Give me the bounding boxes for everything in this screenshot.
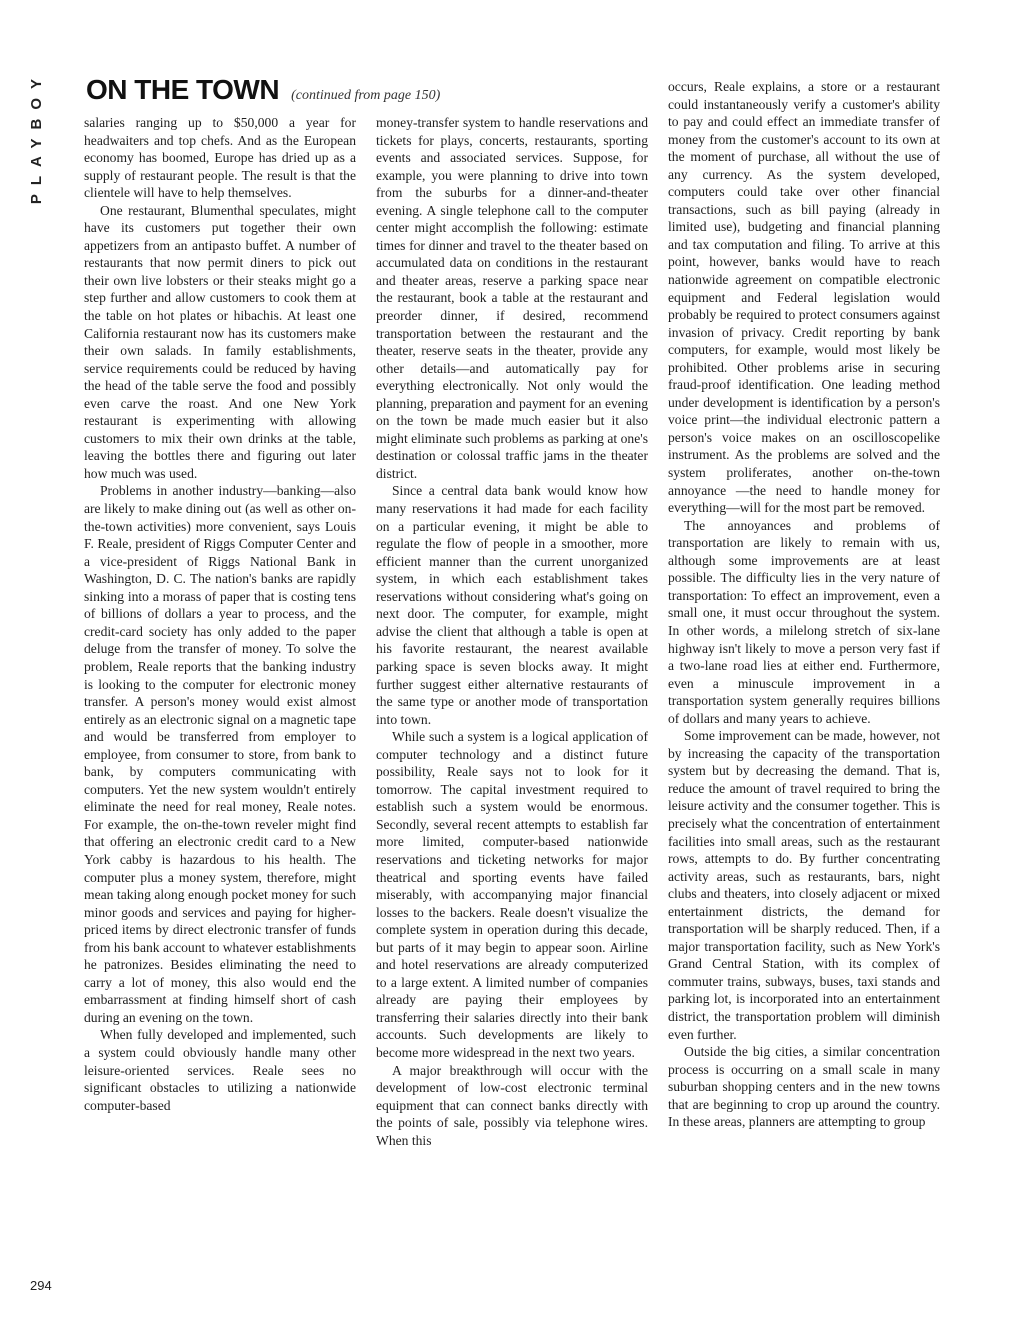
paragraph: Since a central data bank would know how many reservations it had made for each facility on a particular evening, it might be able to regulate the flow of people in a smoother, more efficient manner than the current unorganized system, in which each establishment takes reservations without considering what's going on next door. The computer, for example, might advise the client that although a table is open at his favorite restaurant, the nearest available parking space is seven blocks away. It might further suggest either alternative restaurants of the same type or another mode of transportation into town.	[376, 483, 648, 727]
paragraph: salaries ranging up to $50,000 a year for headwaiters and top chefs. And as the European economy has boomed, Europe has dried up as a supply of restaurant people. The result is that the clientele will have to help themselves.	[84, 115, 356, 201]
paragraph: One restaurant, Blumenthal speculates, might have its customers put together their own appetizers from an antipasto buffet. A number of restaurants that now permit diners to pick out their own live lobsters or their steaks might go a step further and allow customers to cook them at the table on hot plates or hibachis. At least one California restaurant now has its customers make their own salads. In family establishments, service requirements could be reduced by having the head of the table serve the food and possibly even carve the roast. And one New York restaurant is experimenting with allowing customers to mix their own drinks at the table, leaving the bottles there and figuring out later how much was used.	[84, 202, 356, 481]
paragraph: Some improvement can be made, however, not by increasing the capacity of the transportation system but by decreasing the demand. That is, reduce the amount of travel required to bring the leisure activity and the consumer together. This is precisely what the concentration of entertainment facilities into small areas, such as the restaurant rows, attempts to do. By further concentrating activity areas, such as restaurants, bars, night clubs and theaters, into closely adjacent or mixed entertainment districts, the demand for transportation will be sharply reduced. Then, if a major transportation facility, such as New York's Grand Central Station, with its complex of commuter trains, subways, buses, taxi stands and parking lot, is incorporated into an entertainment district, the transportation problem will diminish even further.	[668, 728, 940, 1042]
paragraph: occurs, Reale explains, a store or a restaurant could instantaneously verify a customer's ability to pay and could effect an immediate transfer of money from the customer's account to its own at the moment of purchase, all without the use of any currency. As the system developed, computers could take over other financial transactions, such as bill paying (already in limited use), budgeting and financial planning and tax computation and filing. To arrive at this point, however, banks would have to reach nationwide agreement on compatible electronic equipment and Federal legislation would probably be required to protect consumers against invasion of privacy. Credit reporting by bank computers, for example, would most likely be prohibited. Other problems arise in securing fraud-proof identification. One leading method under development is identification by a person's voice print—the individual electronic pattern a person's voice makes on an oscilloscopelike instrument. As the problems are solved and the system proliferates, another on-the-town annoyance —the need to handle money for everything—will for the most part be removed.	[668, 79, 940, 516]
paragraph: The annoyances and problems of transportation are likely to remain with us, although some improvements are at least possible. The difficulty lies in the very nature of transportation: To effect an improvement, even a small one, it must occur throughout the system. In other words, a milelong stretch of six-lane highway isn't likely to move a person very fast if a two-lane road lies at either end. Furthermore, even a minuscule improvement in a transportation system generally requires billions of dollars and many years to achieve.	[668, 517, 940, 726]
paragraph: When fully developed and implemented, such a system could obviously handle many other leisure-oriented services. Reale sees no significant obstacles to utilizing a nationwide computer-based	[84, 1027, 356, 1113]
article-title: ON THE TOWN	[86, 74, 280, 105]
magazine-name-vertical	[26, 70, 48, 250]
paragraph: A major breakthrough will occur with the development of low-cost electronic terminal equipment that can connect banks directly with the points of sale, possibly via telephone wires. When this	[376, 1062, 648, 1148]
text-column-2	[376, 114, 648, 1314]
paragraph: money-transfer system to handle reservations and tickets for plays, concerts, restaurants, sporting events and associated services. Suppose, for example, you were planning to drive into town from the suburbs for a dinner-and-theater evening. A single telephone call to the computer center might accomplish the following: estimate times for dinner and travel to the theater based on accumulated data on conditions in the restaurant and theater areas, reserve a parking space near the restaurant, book a table at the restaurant and preorder dinner, if desired, recommend transportation between the restaurant and the theater, reserve seats in the theater, provide any other details—and automatically pay for everything electronically. Not only would the planning, preparation and payment for an evening on the town be made much easier but it also might eliminate such problems as parking at one's destination or colossal traffic jams in the theater district.	[376, 115, 648, 481]
text-column-3	[668, 78, 940, 1314]
paragraph: Problems in another industry—banking—also are likely to make dining out (as well as other on-the-town activities) more convenient, says Louis F. Reale, president of Riggs Computer Center and a vice-president of Riggs National Bank in Washington, D. C. The nation's banks are rapidly sinking into a morass of paper that is costing tens of billions of dollars a year to process, and the credit-card society has only added to the paper deluge from the transfer of money. To solve the problem, Reale reports that the banking industry is looking to the computer for electronic money transfer. A person's money would exist almost entirely as an electronic signal on a magnetic tape and would be transferred from employer to employee, from consumer to store, from bank to bank, by computers communicating with computers. Yet the new system wouldn't entirely eliminate the need for real money, Reale notes. For example, the on-the-town reveler might find that offering an electronic credit card to a New York cabby is hazardous to his health. The computer plus a money system, therefore, might mean taking along enough pocket money for such minor goods and services and paying for higher-priced items by direct electronic transfer of funds from his bank account to whatever establishments he patronizes. Besides eliminating the need to carry a lot of money, this also would end the embarrassment at finding himself short of cash during an evening on the town.	[84, 483, 356, 1025]
magazine-name: PLAYBOY	[28, 70, 45, 205]
paragraph: Outside the big cities, a similar concentration process is occurring on a small scale in many suburban shopping centers and in the new towns that are beginning to crop up around the country. In these areas, planners are attempting to group	[668, 1044, 940, 1130]
text-column-1	[84, 114, 356, 1314]
page-number: 294	[30, 1278, 52, 1293]
paragraph: While such a system is a logical application of computer technology and a distinct future possibility, Reale says not to look for it tomorrow. The capital investment required to establish such a system would be enormous. Secondly, several recent attempts to establish far more limited, computer-based nationwide reservations and ticketing networks for major theatrical and sporting events have failed miserably, with accompanying major financial losses to the backers. Reale doesn't visualize the complete system in operation during this decade, but parts of it may begin to appear soon. Airline and hotel reservations are already computerized to a large extent. A limited number of companies already are paying their employees by transferring their salaries directly into their bank accounts. Such developments are likely to become more widespread in the next two years.	[376, 729, 648, 1060]
article-header	[86, 74, 646, 104]
continued-note: (continued from page 150)	[291, 88, 441, 103]
